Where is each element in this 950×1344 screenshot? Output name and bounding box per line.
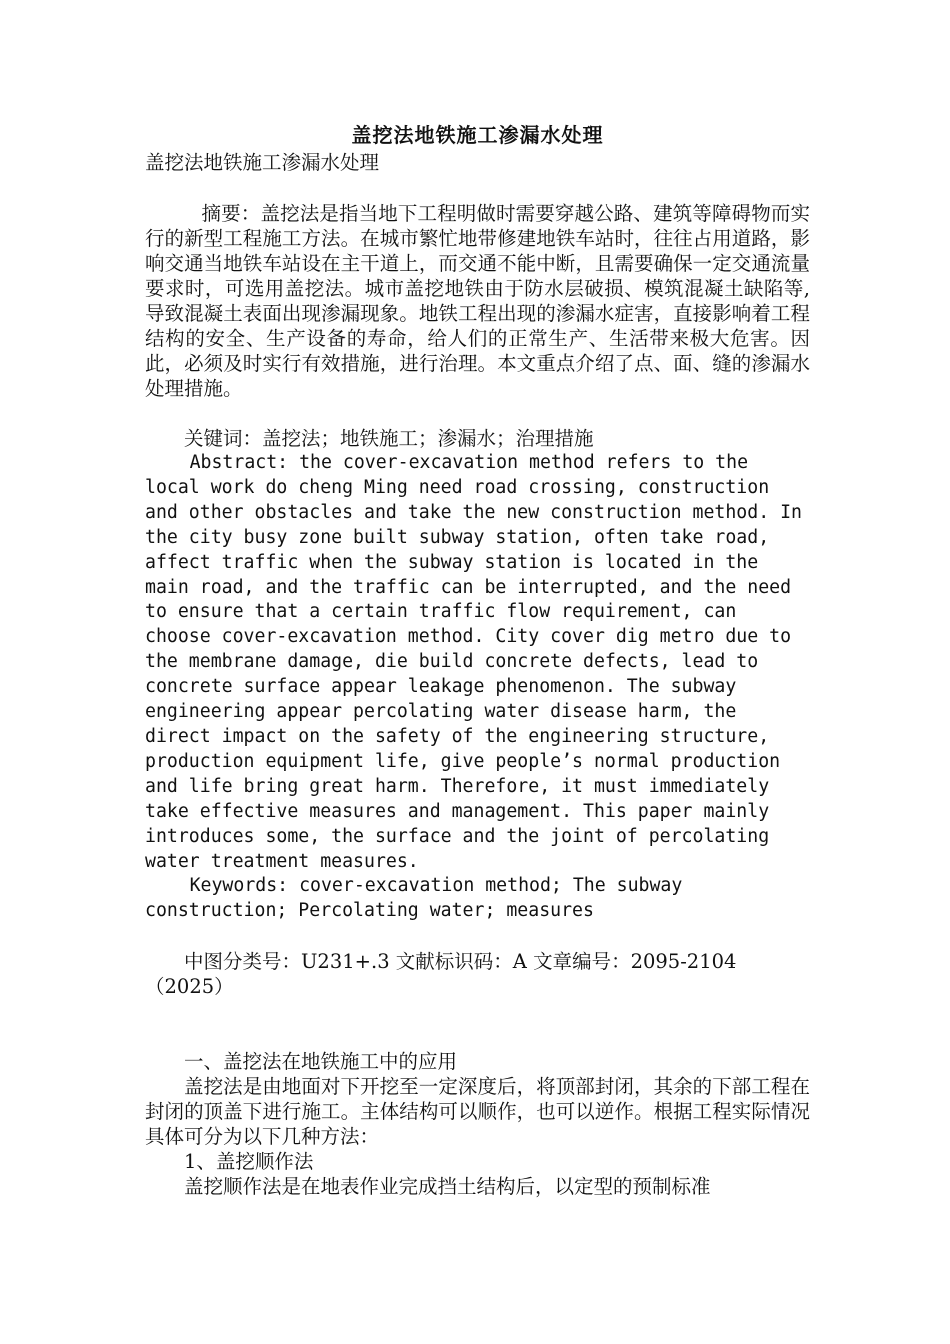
- section-1-heading: 一、盖挖法在地铁施工中的应用: [184, 1050, 458, 1074]
- abstract-en: Abstract: the cover-excavation method refers to the local work do cheng Ming need road crossing, construction and other obstacles and take the new construction method. In the city busy zone built subway station, often take road, affect traffic when the subway station is located in the main road, and the traffic can be interrupted, and the need to ensure that a certain traffic flow requirement, can choose cover-excavation method. City cover dig metro due to the membrane damage, die build concrete defects, lead to concrete surface appear leakage phenomenon. The subway engineering appear percolating water disease harm, the direct impact on the safety of the engineering structure, production equipment life, give people’s normal production and life bring great harm. Therefore, it must immediately take effective measures and management. This paper mainly introduces some, the surface and the joint of percolating water treatment measures.: [145, 452, 802, 872]
- subsection-1-heading: 1、盖挖顺作法: [184, 1150, 314, 1174]
- document-subtitle: 盖挖法地铁施工渗漏水处理: [145, 151, 380, 174]
- keywords-cn: 关键词：盖挖法；地铁施工；渗漏水；治理措施: [184, 427, 594, 450]
- spacer: [145, 924, 810, 949]
- section-1-paragraph: 盖挖法是由地面对下开挖至一定深度后，将顶部封闭，其余的下部工程在封闭的顶盖下进行施工。主体结构可以顺作，也可以逆作。根据工程实际情况具体可分为以下几种方法：: [145, 1075, 810, 1149]
- document-body: [145, 121, 810, 1199]
- spacer: [145, 401, 810, 426]
- classification-line: 中图分类号：U231+.3 文献标识码：A 文章编号：2095-2104（2025）: [145, 950, 737, 999]
- spacer: [145, 176, 810, 201]
- abstract-cn: 摘要：盖挖法是指当地下工程明做时需要穿越公路、建筑等障碍物而实行的新型工程施工方法。在城市繁忙地带修建地铁车站时，往往占用道路，影响交通当地铁车站设在主干道上，而交通不能中断，且需要确保一定交通流量要求时，可选用盖挖法。城市盖挖地铁由于防水层破损、模筑混凝土缺陷等,导致混凝土表面出现渗漏现象。地铁工程出现的渗漏水症害，直接影响着工程结构的安全、生产设备的寿命，给人们的正常生产、生活带来极大危害。因此，必须及时实行有效措施，进行治理。本文重点介绍了点、面、缝的渗漏水处理措施。: [145, 202, 810, 400]
- subsection-1-paragraph: 盖挖顺作法是在地表作业完成挡土结构后，以定型的预制标准: [184, 1175, 711, 1199]
- spacer: [145, 999, 810, 1049]
- document-title: 盖挖法地铁施工渗漏水处理: [351, 123, 604, 147]
- keywords-en: Keywords: cover-excavation method; The subway construction; Percolating water; measures: [145, 875, 683, 922]
